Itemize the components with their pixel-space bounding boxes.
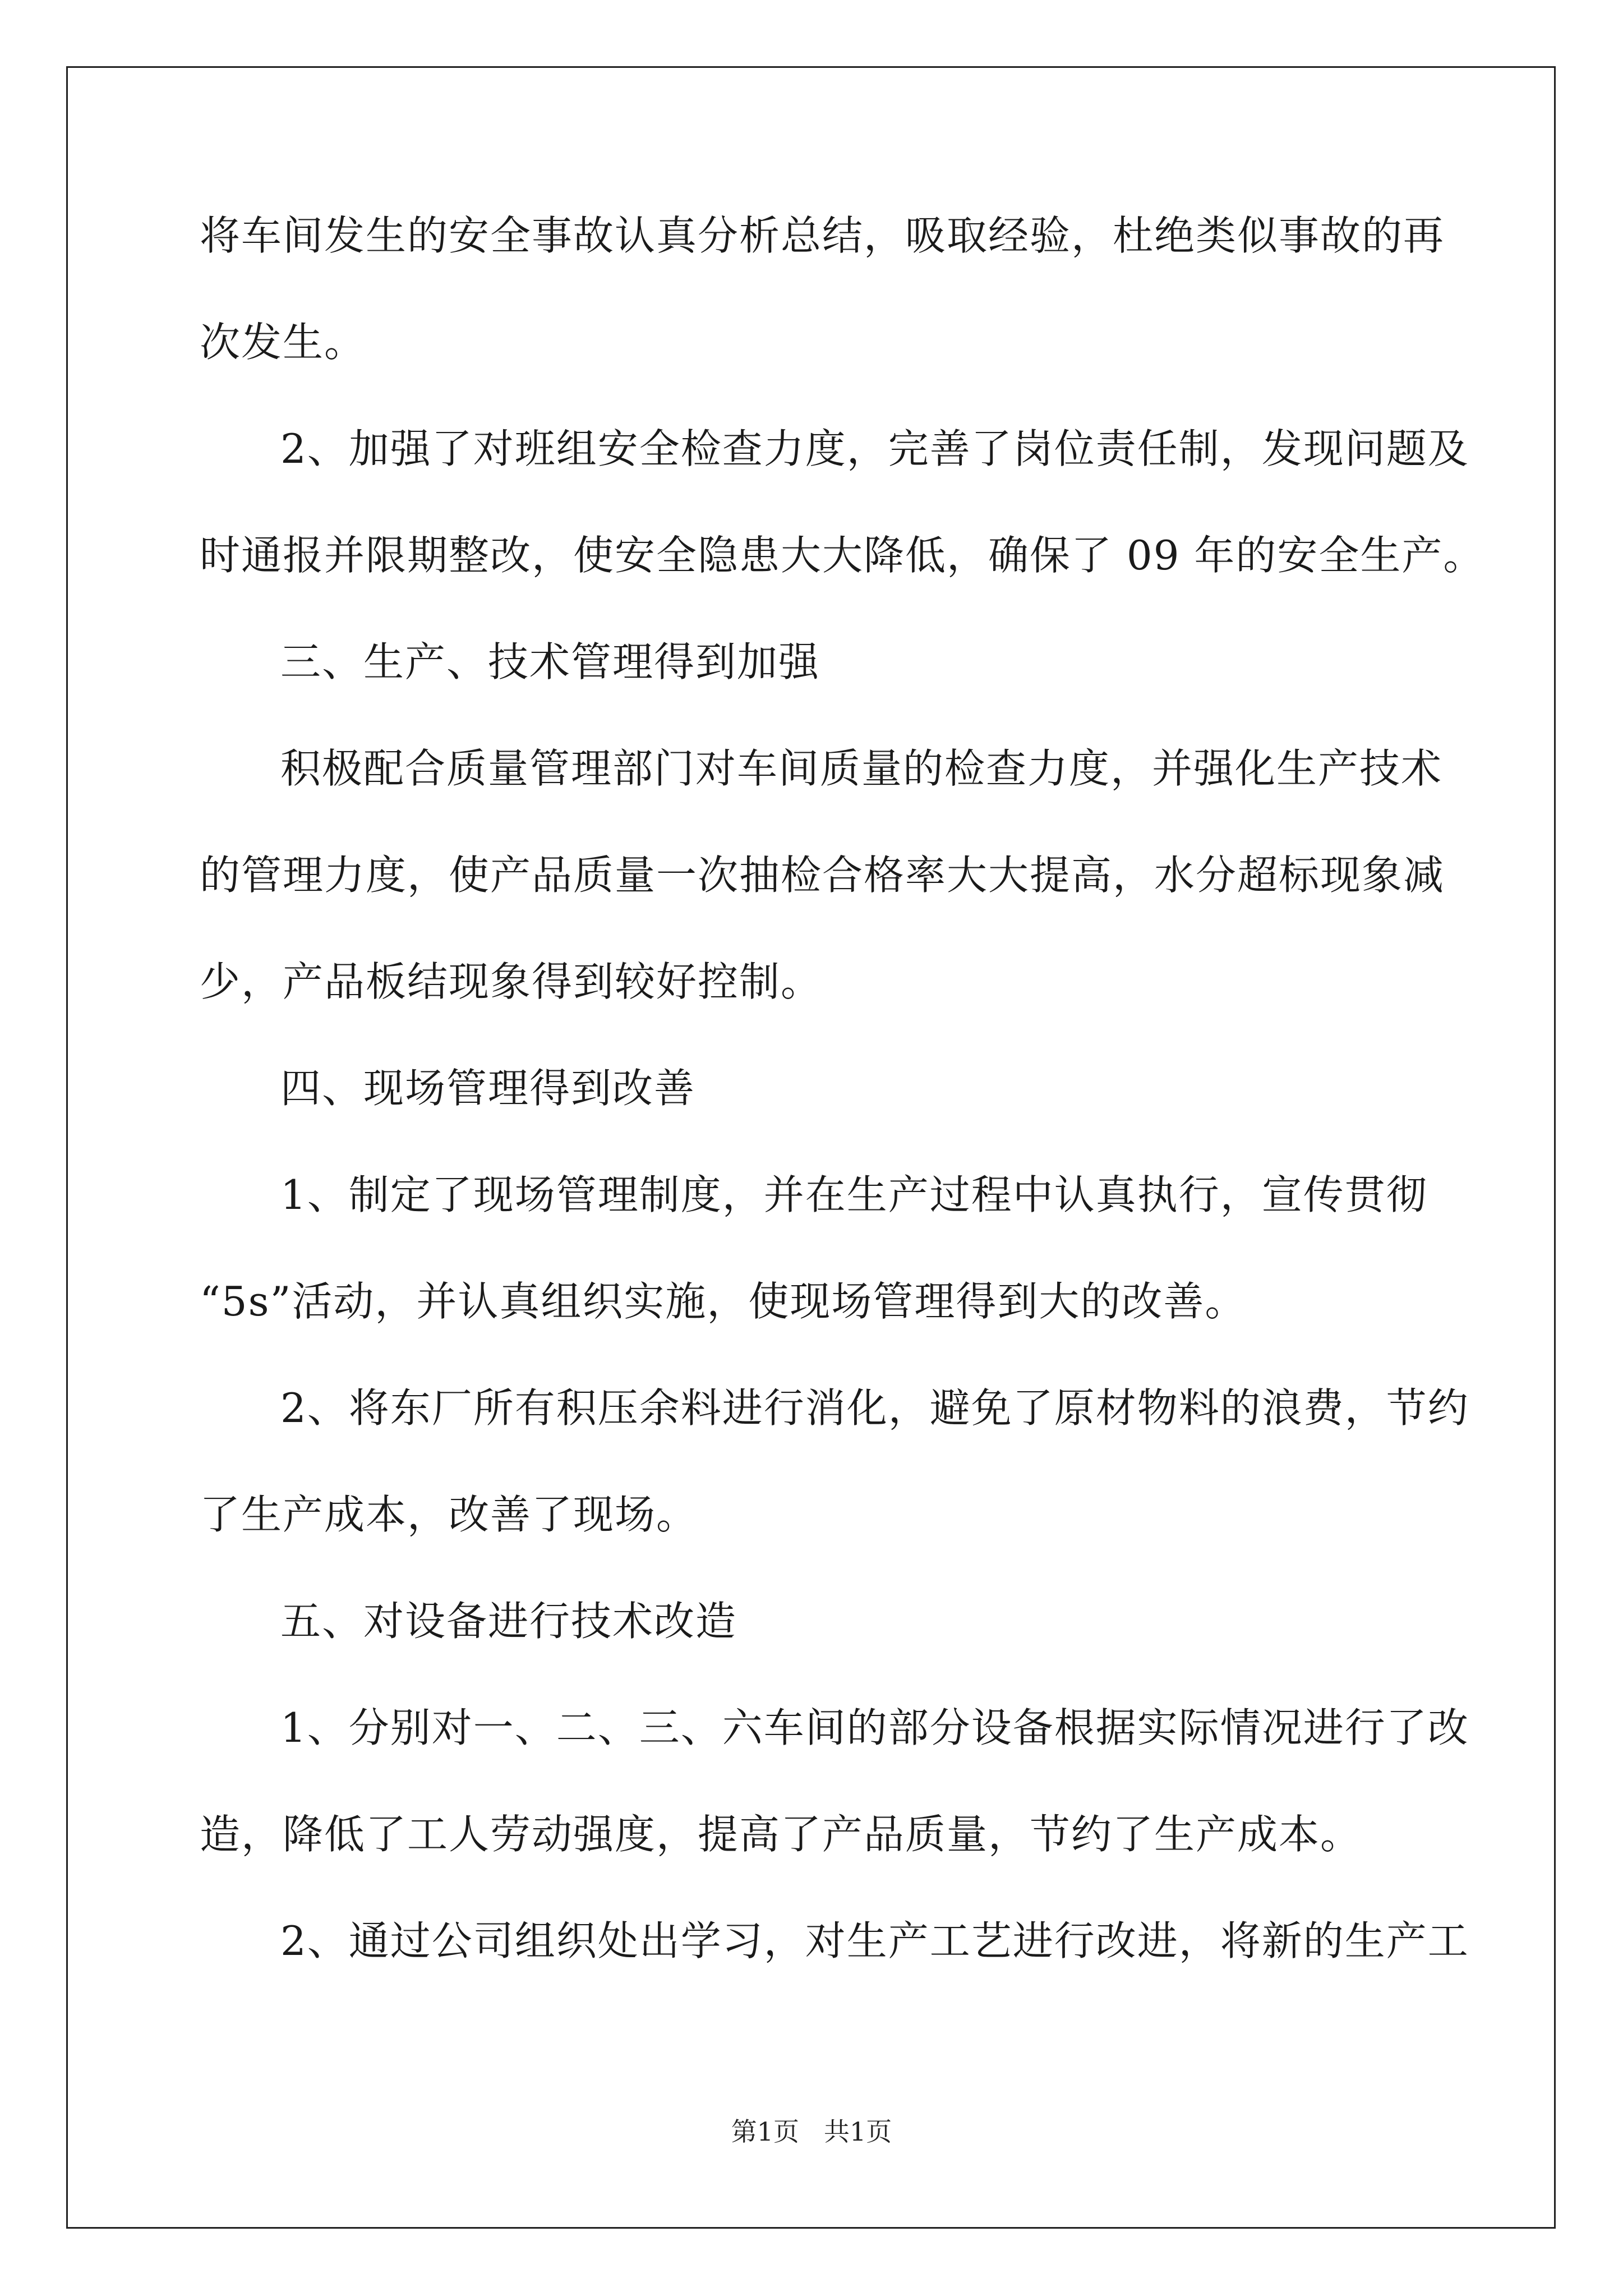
page-footer — [0, 2115, 1623, 2148]
text-line: 了生产成本，改善了现场。 — [200, 1491, 698, 1538]
text-line: “5s”活动，并认真组织实施，使现场管理得到大的改善。 — [200, 1278, 1247, 1325]
paragraph-start: 1、分别对一、二、三、六车间的部分设备根据实际情况进行了改 — [280, 1704, 1469, 1751]
paragraph-start: 1、制定了现场管理制度，并在生产过程中认真执行，宣传贯彻 — [280, 1171, 1428, 1218]
paragraph-start: 积极配合质量管理部门对车间质量的检查力度，并强化生产技术 — [280, 745, 1443, 792]
text-line: 造，降低了工人劳动强度，提高了产品质量，节约了生产成本。 — [200, 1811, 1362, 1858]
text-line: 将车间发生的安全事故认真分析总结，吸取经验，杜绝类似事故的再 — [200, 212, 1445, 259]
paragraph-start: 2、通过公司组织处出学习，对生产工艺进行改进，将新的生产工 — [280, 1917, 1469, 1964]
text-line: 时通报并限期整改，使安全隐患大大降低，确保了 09 年的安全生产。 — [200, 532, 1485, 579]
page-number-current: 第1页 — [731, 2116, 799, 2147]
page-border — [66, 66, 1556, 2229]
text-line: 的管理力度，使产品质量一次抽检合格率大大提高，水分超标现象减 — [200, 852, 1445, 899]
text-line: 次发生。 — [200, 319, 366, 366]
text-line: 少，产品板结现象得到较好控制。 — [200, 958, 823, 1005]
paragraph-start: 2、加强了对班组安全检查力度，完善了岗位责任制，发现问题及 — [280, 425, 1469, 472]
paragraph-start: 2、将东厂所有积压余料进行消化，避免了原材物料的浪费，节约 — [280, 1384, 1469, 1432]
section-heading: 三、生产、技术管理得到加强 — [280, 638, 820, 685]
section-heading: 四、现场管理得到改善 — [280, 1065, 696, 1112]
section-heading: 五、对设备进行技术改造 — [280, 1598, 737, 1645]
page-number-total: 共1页 — [824, 2116, 892, 2147]
